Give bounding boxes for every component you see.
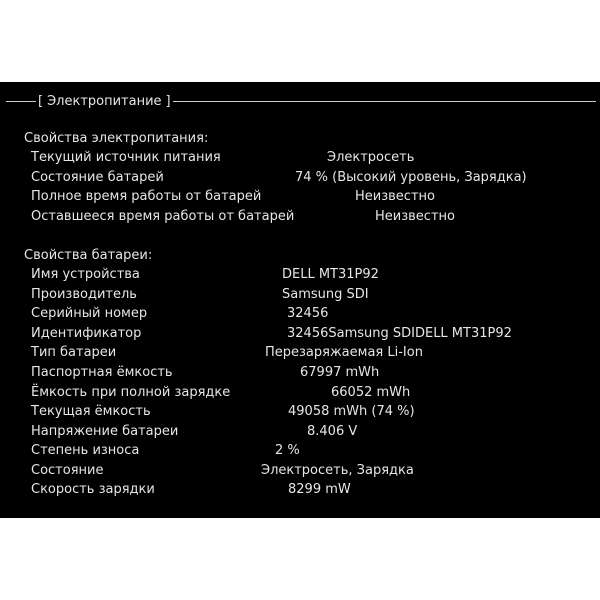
battery-row [31,385,592,405]
battery-label: Идентификатор [31,326,142,341]
battery-value: Электросеть, Зарядка [261,463,414,478]
battery-row [31,287,592,307]
section-header [6,92,596,110]
battery-value: DELL MT31P92 [282,267,379,282]
battery-row [31,306,592,326]
battery-row [31,424,592,444]
battery-value: 32456Samsung SDIDELL MT31P92 [287,326,512,341]
battery-row [31,345,592,365]
battery-value: 67997 mWh [300,365,380,380]
power-row [31,209,592,229]
header-rule-left [6,101,36,102]
battery-row [31,326,592,346]
battery-value: 2 % [275,443,300,458]
power-section-title: Свойства электропитания: [24,131,209,146]
battery-label: Состояние [31,463,104,478]
power-label: Оставшееся время работы от батарей [31,209,295,224]
battery-label: Тип батареи [31,345,117,360]
battery-row [31,443,592,463]
battery-row [31,365,592,385]
header-left-bracket: [ [38,93,44,109]
power-value: 74 % (Высокий уровень, Зарядка) [295,170,527,185]
battery-label: Ёмкость при полной зарядке [31,385,231,400]
battery-row [31,404,592,424]
power-row [31,189,592,209]
battery-label: Текущая ёмкость [31,404,151,419]
battery-label: Напряжение батареи [31,424,179,439]
power-value: Электросеть [327,150,415,165]
battery-value: 49058 mWh (74 %) [288,404,415,419]
battery-row [31,463,592,483]
battery-label: Скорость зарядки [31,482,155,497]
battery-value: 8299 mW [288,482,351,497]
console-window [0,82,600,518]
battery-row [31,267,592,287]
power-label: Состояние батарей [31,170,164,185]
battery-value: 66052 mWh [331,385,411,400]
battery-value: Перезаряжаемая Li-Ion [265,345,423,360]
power-value: Неизвестно [355,189,435,204]
power-value: Неизвестно [375,209,455,224]
battery-section-title: Свойства батареи: [24,248,153,263]
power-row [31,150,592,170]
battery-value: 8.406 V [307,424,358,439]
header-right-bracket: ] [165,93,171,109]
header-rule-right [173,101,596,102]
battery-value: Samsung SDI [282,287,369,302]
power-label: Текущий источник питания [31,150,221,165]
battery-label: Производитель [31,287,137,302]
power-label: Полное время работы от батарей [31,189,262,204]
power-row [31,170,592,190]
battery-label: Серийный номер [31,306,148,321]
battery-row [31,482,592,502]
battery-label: Имя устройства [31,267,140,282]
battery-value: 32456 [287,306,329,321]
battery-label: Степень износа [31,443,140,458]
header-title: Электропитание [47,93,162,109]
battery-label: Паспортная ёмкость [31,365,173,380]
